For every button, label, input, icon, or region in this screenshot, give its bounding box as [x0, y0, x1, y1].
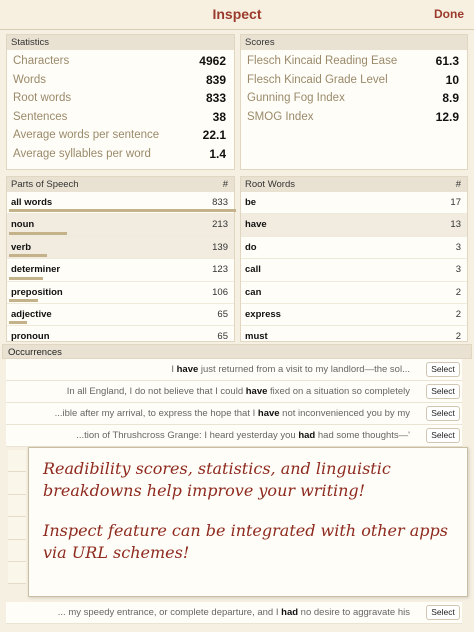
- occurrence-text: ...tion of Thrushcross Grange: I heard yesterday you had had some thoughts—': [76, 430, 410, 441]
- root-words-header: Root Words #: [241, 177, 467, 192]
- root-words-list: [241, 192, 467, 349]
- stat-row-words: Words 839: [13, 72, 226, 87]
- occurrence-text: ... my speedy entrance, or complete departure, and I had no desire to aggravate his: [57, 607, 410, 618]
- promo-overlay-note: [28, 447, 468, 597]
- statistics-panel: [6, 34, 235, 170]
- promo-text-readability: Readibility scores, statistics, and linguistic breakdowns help improve your writing!: [43, 459, 391, 500]
- occurrence-row: [6, 403, 462, 425]
- score-row-smog: SMOG Index 12.9: [247, 109, 459, 124]
- score-row-grade-level: Flesch Kincaid Grade Level 10: [247, 72, 459, 87]
- title-bar: [0, 0, 474, 30]
- hidden-occurrence-rows: [8, 450, 26, 600]
- stat-row-root-words: Root words 833: [13, 91, 226, 106]
- occurrences-header: Occurrences: [2, 344, 472, 359]
- pos-row[interactable]: pronoun 65: [7, 326, 234, 348]
- occurrence-text: In all England, I do not believe that I could have fixed on a situation so completely: [66, 386, 410, 397]
- occurrence-row: [6, 359, 462, 381]
- pos-row[interactable]: all words 833: [7, 192, 234, 214]
- scores-header: Scores: [241, 35, 467, 50]
- scores-list: [241, 50, 467, 126]
- stat-row-avg-words: Average words per sentence 22.1: [13, 128, 226, 143]
- root-word-row[interactable]: have 13: [241, 214, 467, 236]
- done-button[interactable]: Done: [434, 7, 464, 21]
- pos-row[interactable]: determiner 123: [7, 259, 234, 281]
- parts-of-speech-list: [7, 192, 234, 349]
- pos-bar: [9, 299, 38, 302]
- root-word-row[interactable]: call 3: [241, 259, 467, 281]
- scores-panel: [240, 34, 468, 170]
- occurrence-row: [6, 425, 462, 447]
- score-row-reading-ease: Flesch Kincaid Reading Ease 61.3: [247, 54, 459, 68]
- page-title: Inspect: [212, 6, 262, 22]
- select-button[interactable]: Select: [426, 406, 460, 421]
- pos-row[interactable]: adjective 65: [7, 304, 234, 326]
- parts-of-speech-header: Parts of Speech #: [7, 177, 234, 192]
- select-button[interactable]: Select: [426, 428, 460, 443]
- root-word-row[interactable]: do 3: [241, 237, 467, 259]
- occurrence-text: I have just returned from a visit to my landlord—the sol...: [171, 364, 410, 375]
- pos-bar: [9, 321, 27, 324]
- root-words-panel: [240, 176, 468, 342]
- pos-bar: [9, 232, 67, 235]
- occurrence-row: [6, 381, 462, 403]
- statistics-header: Statistics: [7, 35, 234, 50]
- promo-text-url-schemes: Inspect feature can be integrated with other apps via URL schemes!: [43, 521, 448, 562]
- occurrence-row: [6, 602, 462, 624]
- root-word-row[interactable]: can 2: [241, 282, 467, 304]
- statistics-list: [7, 50, 234, 164]
- root-word-row[interactable]: express 2: [241, 304, 467, 326]
- pos-row[interactable]: noun 213: [7, 214, 234, 236]
- select-button[interactable]: Select: [426, 605, 460, 620]
- stat-row-sentences: Sentences 38: [13, 109, 226, 124]
- occurrence-text: ...ible after my arrival, to express the hope that I have not inconvenienced you by my: [54, 408, 410, 419]
- stat-row-avg-syllables: Average syllables per word 1.4: [13, 146, 226, 161]
- pos-bar: [9, 277, 43, 280]
- parts-of-speech-panel: [6, 176, 235, 342]
- stat-row-characters: Characters 4962: [13, 54, 226, 68]
- select-button[interactable]: Select: [426, 362, 460, 377]
- root-word-row[interactable]: be 17: [241, 192, 467, 214]
- pos-row[interactable]: preposition 106: [7, 282, 234, 304]
- pos-bar: [9, 254, 47, 257]
- select-button[interactable]: Select: [426, 384, 460, 399]
- pos-row[interactable]: verb 139: [7, 237, 234, 259]
- score-row-gunning-fog: Gunning Fog Index 8.9: [247, 91, 459, 106]
- pos-bar: [9, 209, 236, 212]
- root-word-row[interactable]: must 2: [245, 331, 461, 343]
